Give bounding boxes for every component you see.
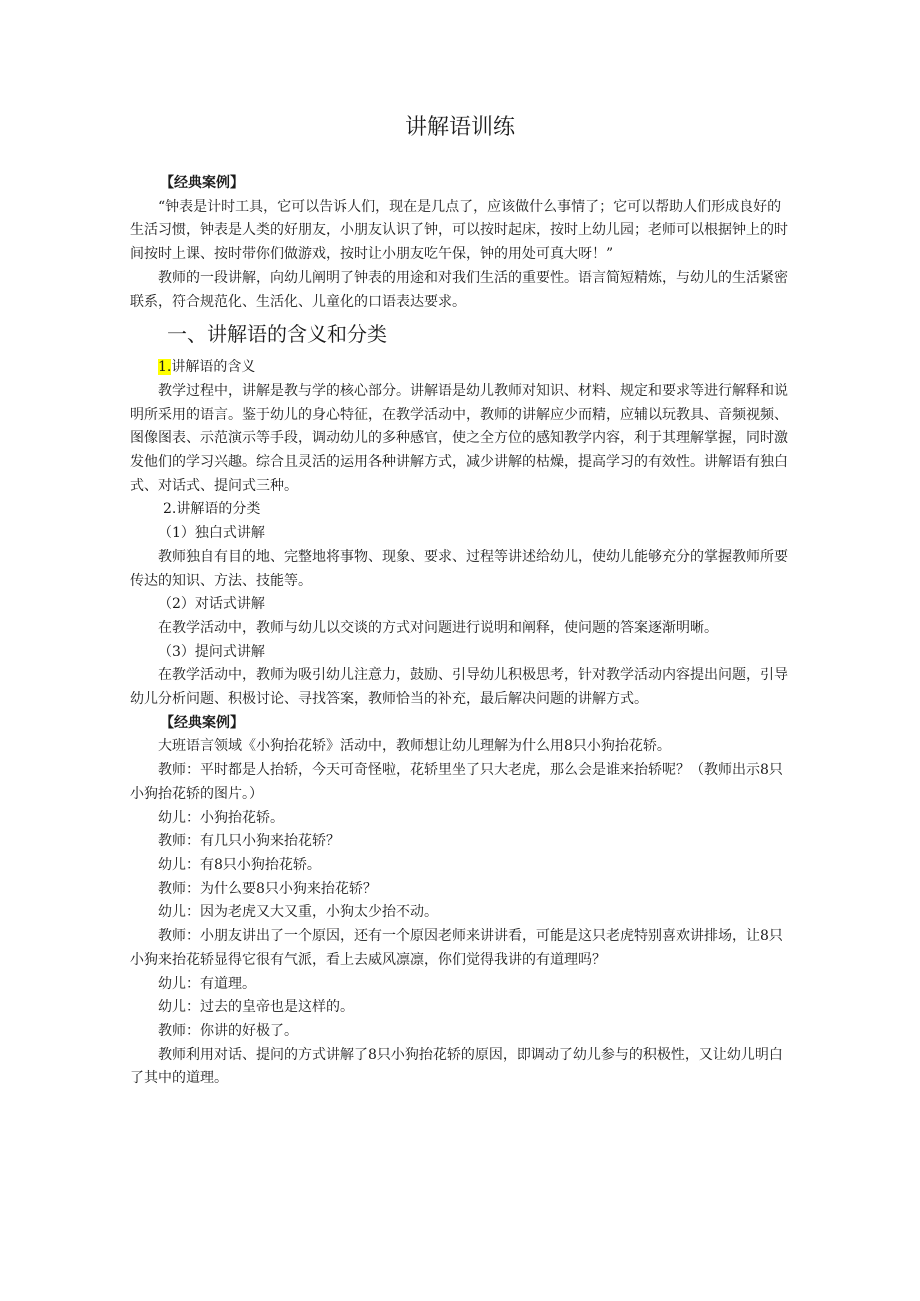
dialogue-line: 幼儿：因为老虎又大又重，小狗太少抬不动。 <box>158 904 438 921</box>
case-heading: 【经典案例】 <box>160 175 244 191</box>
item-meaning-text: 教学过程中，讲解是教与学的核心部分。讲解语是幼儿教师对知识、材料、规定和要求等进行解释和说明所采用的语言。鉴于幼儿的身心特征，在教学活动中，教师的讲解应少而精，应辅以玩教具、音频视频、图像图表、示范演示等手段，调动幼儿的多种感官，使之全方位的感知教学内容，利于其理解掌握，同时激发他们的学习兴趣。综合且灵活的运用各种讲解方式，减少讲解的枯燥，提高学习的有效性。讲解语有独白式、对话式、提问式三种。 <box>130 382 788 494</box>
item-heading-meaning <box>130 356 795 380</box>
item-label: 讲解语的含义 <box>171 359 256 376</box>
section-heading: 一、讲解语的含义和分类 <box>167 322 387 347</box>
dialogue-line: 教师：为什么要8只小狗来抬花轿？ <box>158 880 377 897</box>
dialogue-line: 教师：平时都是人抬轿，今天可奇怪啦，花轿里坐了只大老虎，那么会是谁来抬轿呢？（教师出示8只小狗抬花轿的图片。） <box>130 762 783 802</box>
case2-intro: 大班语言领域《小狗抬花轿》活动中，教师想让幼儿理解为什么用8只小狗抬花轿。 <box>158 738 671 755</box>
sub-heading-dialogue: （2）对话式讲解 <box>158 596 265 613</box>
item-heading-classification: 2.讲解语的分类 <box>163 501 261 518</box>
sub-text-monologue: 教师独自有目的地、完整地将事物、现象、要求、过程等讲述给幼儿，使幼儿能够充分的掌握教师所要传达的知识、方法、技能等。 <box>130 548 788 589</box>
dialogue-line: 幼儿：小狗抬花轿。 <box>158 809 284 826</box>
case-comment: 教师的一段讲解，向幼儿阐明了钟表的用途和对我们生活的重要性。语言简短精炼，与幼儿的生活紧密联系，符合规范化、生活化、儿童化的口语表达要求。 <box>130 269 788 310</box>
sub-text-question: 在教学活动中，教师为吸引幼儿注意力，鼓励、引导幼儿积极思考，针对教学活动内容提出问题，引导幼儿分析问题、积极讨论、寻找答案，教师恰当的补充，最后解决问题的讲解方式。 <box>130 667 788 708</box>
dialogue-line: 幼儿：过去的皇帝也是这样的。 <box>158 999 354 1016</box>
dialogue-line: 幼儿：有道理。 <box>158 975 256 992</box>
case2-summary: 教师利用对话、提问的方式讲解了8只小狗抬花轿的原因，即调动了幼儿参与的积极性，又让幼儿明白了其中的道理。 <box>130 1046 783 1087</box>
dialogue-line: 幼儿：有8只小狗抬花轿。 <box>158 856 321 873</box>
sub-text-dialogue: 在教学活动中，教师与幼儿以交谈的方式对问题进行说明和阐释，使问题的答案逐渐明晰。 <box>158 619 718 636</box>
sub-heading-question: （3）提问式讲解 <box>158 643 265 660</box>
item-number: 1. <box>158 359 172 376</box>
case-heading-2: 【经典案例】 <box>160 714 244 731</box>
dialogue-line: 教师：小朋友讲出了一个原因，还有一个原因老师来讲讲看，可能是这只老虎特别喜欢讲排场，让8只小狗来抬花轿显得它很有气派，看上去威风凛凛，你们觉得我讲的有道理吗？ <box>130 928 783 968</box>
dialogue-line: 教师：你讲的好极了。 <box>158 1022 298 1039</box>
document-body <box>130 172 795 1091</box>
dialogue-line: 教师：有几只小狗来抬花轿？ <box>158 833 340 850</box>
case-quote: “钟表是计时工具，它可以告诉人们，现在是几点了，应该做什么事情了；它可以帮助人们形成良好的生活习惯，钟表是人类的好朋友，小朋友认识了钟，可以按时起床，按时上幼儿园；老师可以根据钟上的时间按时上课、按时带你们做游戏，按时让小朋友吃午保，钟的用处可真大呀！” <box>130 198 788 263</box>
document-title: 讲解语训练 <box>404 115 515 140</box>
sub-heading-monologue: （1）独白式讲解 <box>158 525 265 542</box>
